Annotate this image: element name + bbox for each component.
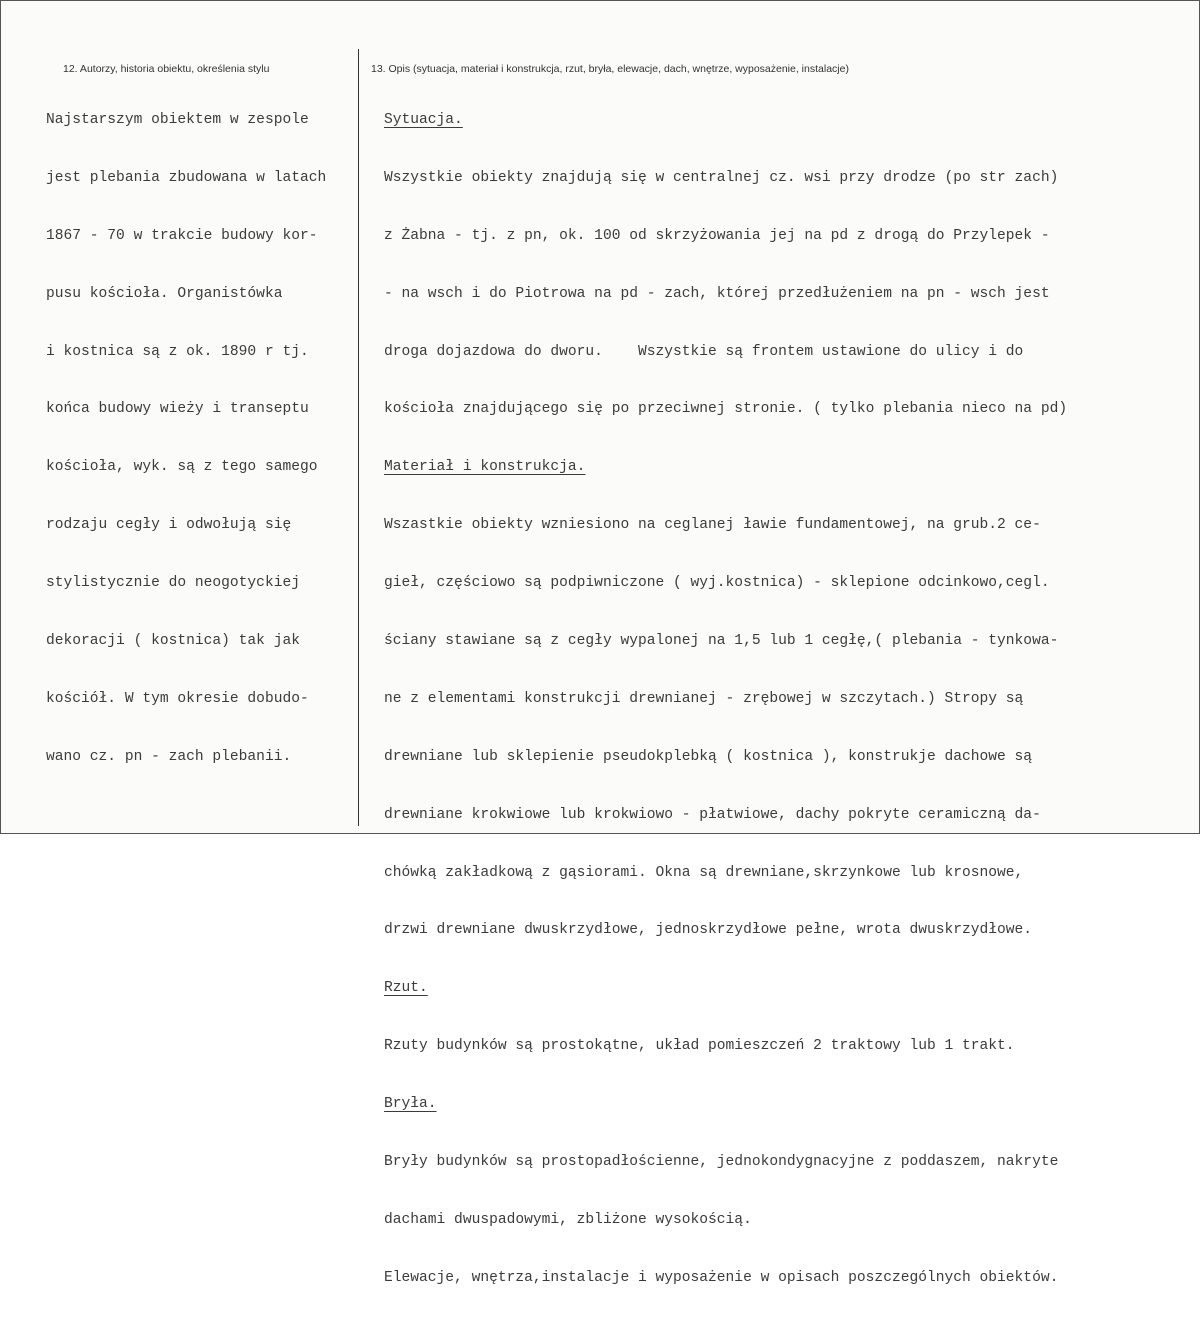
history-line: 1867 - 70 w trakcie budowy kor- [46,227,318,244]
heading-rzut: Rzut. [384,980,428,997]
history-line: i kostnica są z ok. 1890 r tj. [46,343,309,360]
description-line: drewniane lub sklepienie pseudokplebką ( kostnica ), konstrukje dachowe są [384,748,1033,765]
description-line: z Żabna - tj. z pn, ok. 100 od skrzyżowania jej na pd z drogą do Przylepek - [384,227,1050,244]
history-line: rodzaju cegły i odwołują się [46,517,292,534]
history-line: pusu kościoła. Organistówka [46,285,283,302]
section-12-header: 12. Autorzy, historia obiektu, określenia stylu [63,63,270,75]
description-line: Wszastkie obiekty wzniesiono na ceglanej ławie fundamentowej, na grub.2 ce- [384,517,1041,534]
description-line: Bryły budynków są prostopadłościenne, jednokondygnacyjne z poddaszem, nakryte [384,1154,1059,1171]
description-line: kościoła znajdującego się po przeciwnej stronie. ( tylko plebania nieco na pd) [384,401,1068,418]
description-line: ściany stawiane są z cegły wypalonej na 1,5 lub 1 cegłę,( plebania - tynkowa- [384,633,1059,650]
description-line: dachami dwuspadowymi, zbliżone wysokością. [384,1211,752,1228]
heading-sytuacja: Sytuacja. [384,112,463,128]
heading-bryla: Bryła. [384,1096,437,1113]
description-line: - na wsch i do Piotrowa na pd - zach, której przedłużeniem na pn - wsch jest [384,285,1050,302]
column-divider [358,49,359,826]
history-line: wano cz. pn - zach plebanii. [46,748,292,765]
description-line: Elewacje, wnętrza,instalacje i wyposażenie w opisach poszczególnych obiektów. [384,1269,1059,1286]
description-line: ne z elementami konstrukcji drewnianej - zrębowej w szczytach.) Stropy są [384,690,1024,707]
heading-material-konstrukcja: Materiał i konstrukcja. [384,459,586,476]
history-line: kościoła, wyk. są z tego samego [46,459,318,476]
description-line: drzwi drewniane dwuskrzydłowe, jednoskrzydłowe pełne, wrota dwuskrzydłowe. [384,922,1033,939]
history-line: końca budowy wieży i transeptu [46,401,309,418]
history-text [46,76,326,803]
history-line: Najstarszym obiektem w zespole [46,112,309,128]
history-line: stylistycznie do neogotyckiej [46,575,300,592]
description-line: Wszystkie obiekty znajdują się w centralnej cz. wsi przy drodze (po str zach) [384,169,1059,186]
description-text [384,76,1067,1324]
description-line: droga dojazdowa do dworu. Wszystkie są frontem ustawione do ulicy i do [384,343,1024,360]
description-line: chówką zakładkową z gąsiorami. Okna są drewniane,skrzynkowe lub krosnowe, [384,864,1024,881]
description-line: drewniane krokwiowe lub krokwiowo - płatwiowe, dachy pokryte ceramiczną da- [384,806,1041,823]
history-line: kościół. W tym okresie dobudo- [46,690,309,707]
history-line: dekoracji ( kostnica) tak jak [46,633,300,650]
history-line: jest plebania zbudowana w latach [46,169,327,186]
section-13-header: 13. Opis (sytuacja, materiał i konstrukcja, rzut, bryła, elewacje, dach, wnętrze, wyposażenie, instalacje) [371,63,849,75]
description-line: Rzuty budynków są prostokątne, układ pomieszczeń 2 traktowy lub 1 trakt. [384,1038,1015,1055]
description-line: gieł, częściowo są podpiwniczone ( wyj.kostnica) - sklepione odcinkowo,cegl. [384,575,1050,592]
